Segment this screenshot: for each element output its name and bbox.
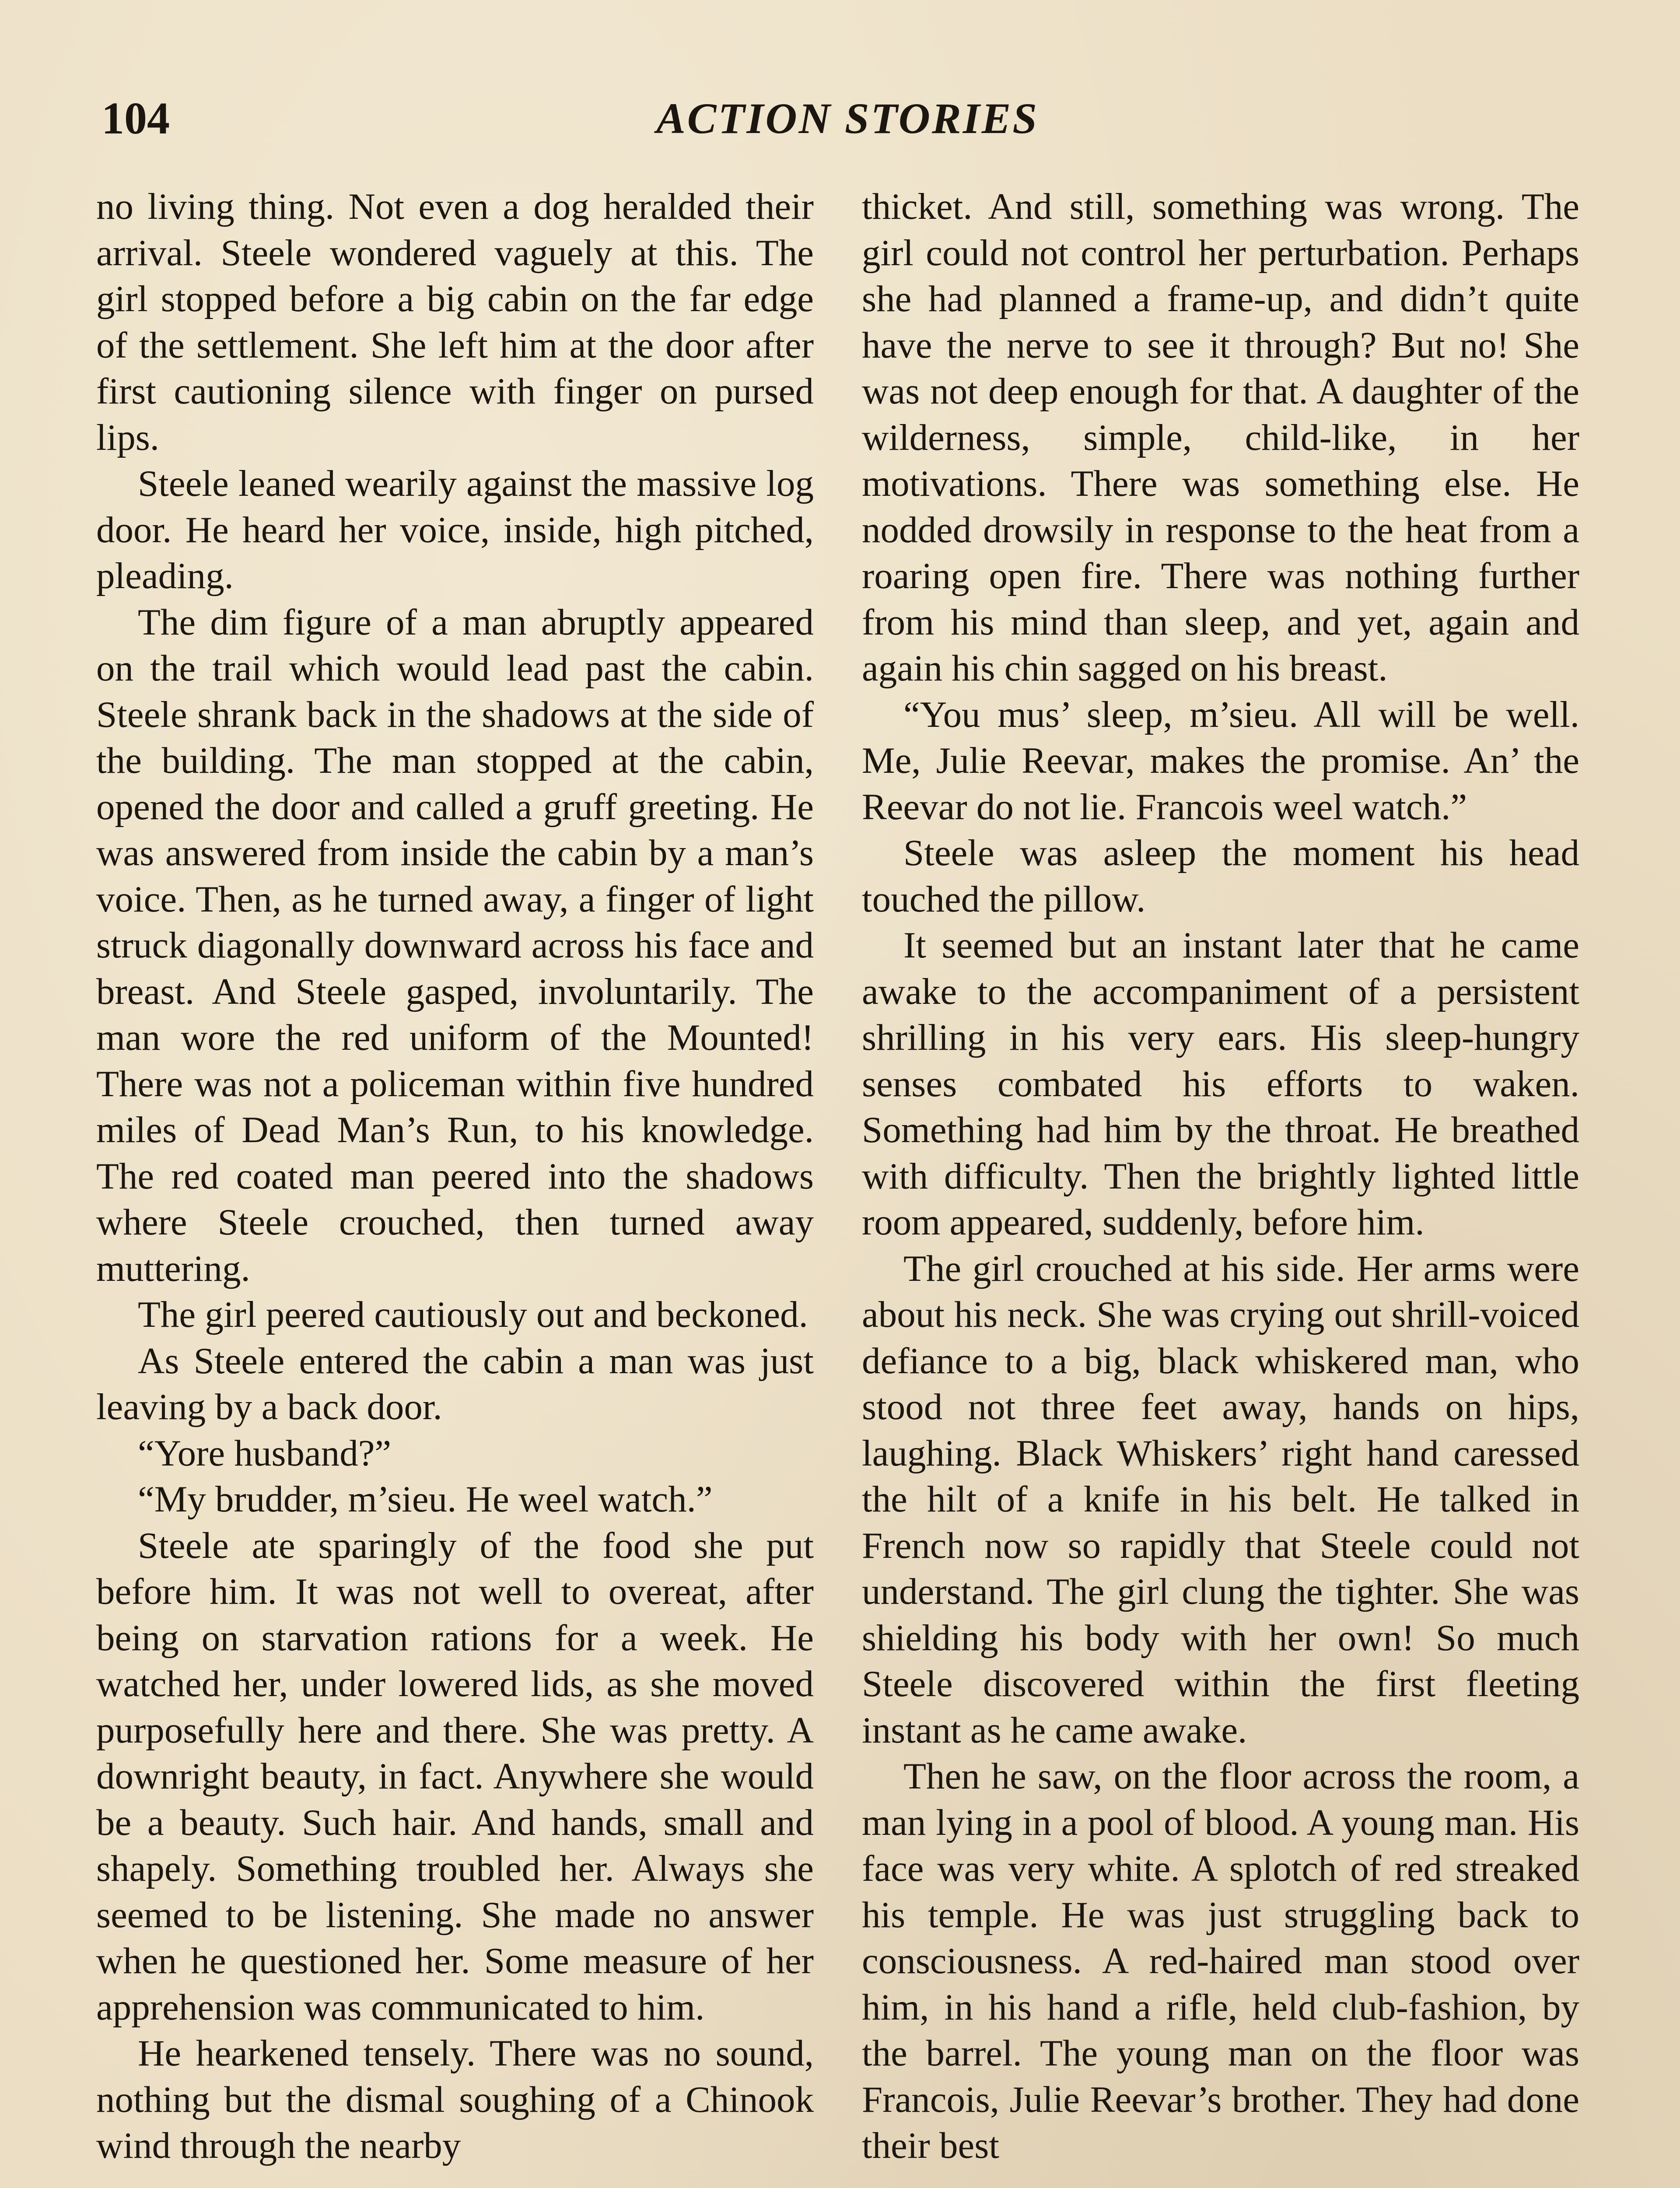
paragraph: Steele ate sparingly of the food she put before him. It was not well to overeat, after being on starvation rations for a week. He watched her, under lowered lids, as she moved purposefully here and there. She was pretty. A downright beauty, in fact. Anywhere she would be a beauty. Such hair. And hands, small and shapely. Something troubled her. Always she seemed to be listening. She made no answer when he questioned her. Some measure of her apprehension was communicated to him. bbox=[96, 1525, 814, 2028]
paragraph: The dim figure of a man abruptly appeared on the trail which would lead past the cabin. Steele shrank back in the shadows at the side of the building. The man stopped at the cabin, opened the door and called a gruff greeting. He was answered from inside the cabin by a man’s voice. Then, as he turned away, a finger of light struck diagonally downward across his face and breast. And Steele gasped, involuntarily. The man wore the red uniform of the Mounted! There was not a policeman within five hundred miles of Dead Man’s Run, to his knowledge. The red coated man peered into the shadows where Steele crouched, then turned away muttering. bbox=[96, 601, 814, 1289]
paragraph: “Yore husband?” bbox=[138, 1432, 392, 1474]
page-header bbox=[102, 86, 1593, 151]
text-column-right bbox=[862, 184, 1579, 2188]
paragraph: “My brudder, m’sieu. He weel watch.” bbox=[138, 1479, 713, 1520]
running-head: ACTION STORIES bbox=[656, 94, 1039, 143]
paragraph: Steele was asleep the moment his head touched the pillow. bbox=[862, 832, 1579, 920]
paragraph: Steele leaned wearily against the massive log door. He heard her voice, inside, high pitched, pleading. bbox=[96, 463, 814, 596]
text-column-left bbox=[96, 184, 814, 2188]
paragraph: no living thing. Not even a dog heralded their arrival. Steele wondered vaguely at this. The girl stopped before a big cabin on the far edge of the settlement. She left him at the door after first cautioning silence with finger on pursed lips. bbox=[96, 186, 814, 458]
paragraph: As Steele entered the cabin a man was just leaving by a back door. bbox=[96, 1340, 814, 1427]
paragraph: The girl crouched at his side. Her arms were about his neck. She was crying out shrill-voiced defiance to a big, black whiskered man, who stood not three feet away, hands on hips, laughing. Black Whiskers’ right hand caressed the hilt of a knife in his belt. He talked in French now so rapidly that Steele could not understand. The girl clung the tighter. She was shielding his body with her own! So much Steele discovered within the first fleeting instant as he came awake. bbox=[862, 1248, 1579, 1751]
paragraph: “You mus’ sleep, m’sieu. All will be well. Me, Julie Reevar, makes the promise. An’ the Reevar do not lie. Francois weel watch.” bbox=[862, 694, 1579, 828]
paragraph: thicket. And still, something was wrong. The girl could not control her perturbation. Perhaps she had planned a frame-up, and didn’t quite have the nerve to see it through? But no! She was not deep enough for that. A daughter of the wilderness, simple, child-like, in her motivations. There was something else. He nodded drowsily in response to the heat from a roaring open fire. There was nothing further from his mind than sleep, and yet, again and again his chin sagged on his breast. bbox=[862, 186, 1579, 689]
paragraph: The girl peered cautiously out and beckoned. bbox=[138, 1294, 808, 1335]
page-number: 104 bbox=[102, 93, 170, 144]
paragraph: Then he saw, on the floor across the room, a man lying in a pool of blood. A young man. His face was very white. A splotch of red streaked his temple. He was just struggling back to consciousness. A red-haired man stood over him, in his hand a rifle, held club-fashion, by the barrel. The young man on the floor was Francois, Julie Reevar’s brother. They had done their best bbox=[862, 1756, 1579, 2166]
paragraph: It seemed but an instant later that he came awake to the accompaniment of a persistent shrilling in his very ears. His sleep-hungry senses combated his efforts to waken. Something had him by the throat. He breathed with difficulty. Then the brightly lighted little room appeared, suddenly, before him. bbox=[862, 925, 1579, 1243]
paragraph: He hearkened tensely. There was no sound, nothing but the dismal soughing of a Chinook wind through the nearby bbox=[96, 2033, 814, 2166]
